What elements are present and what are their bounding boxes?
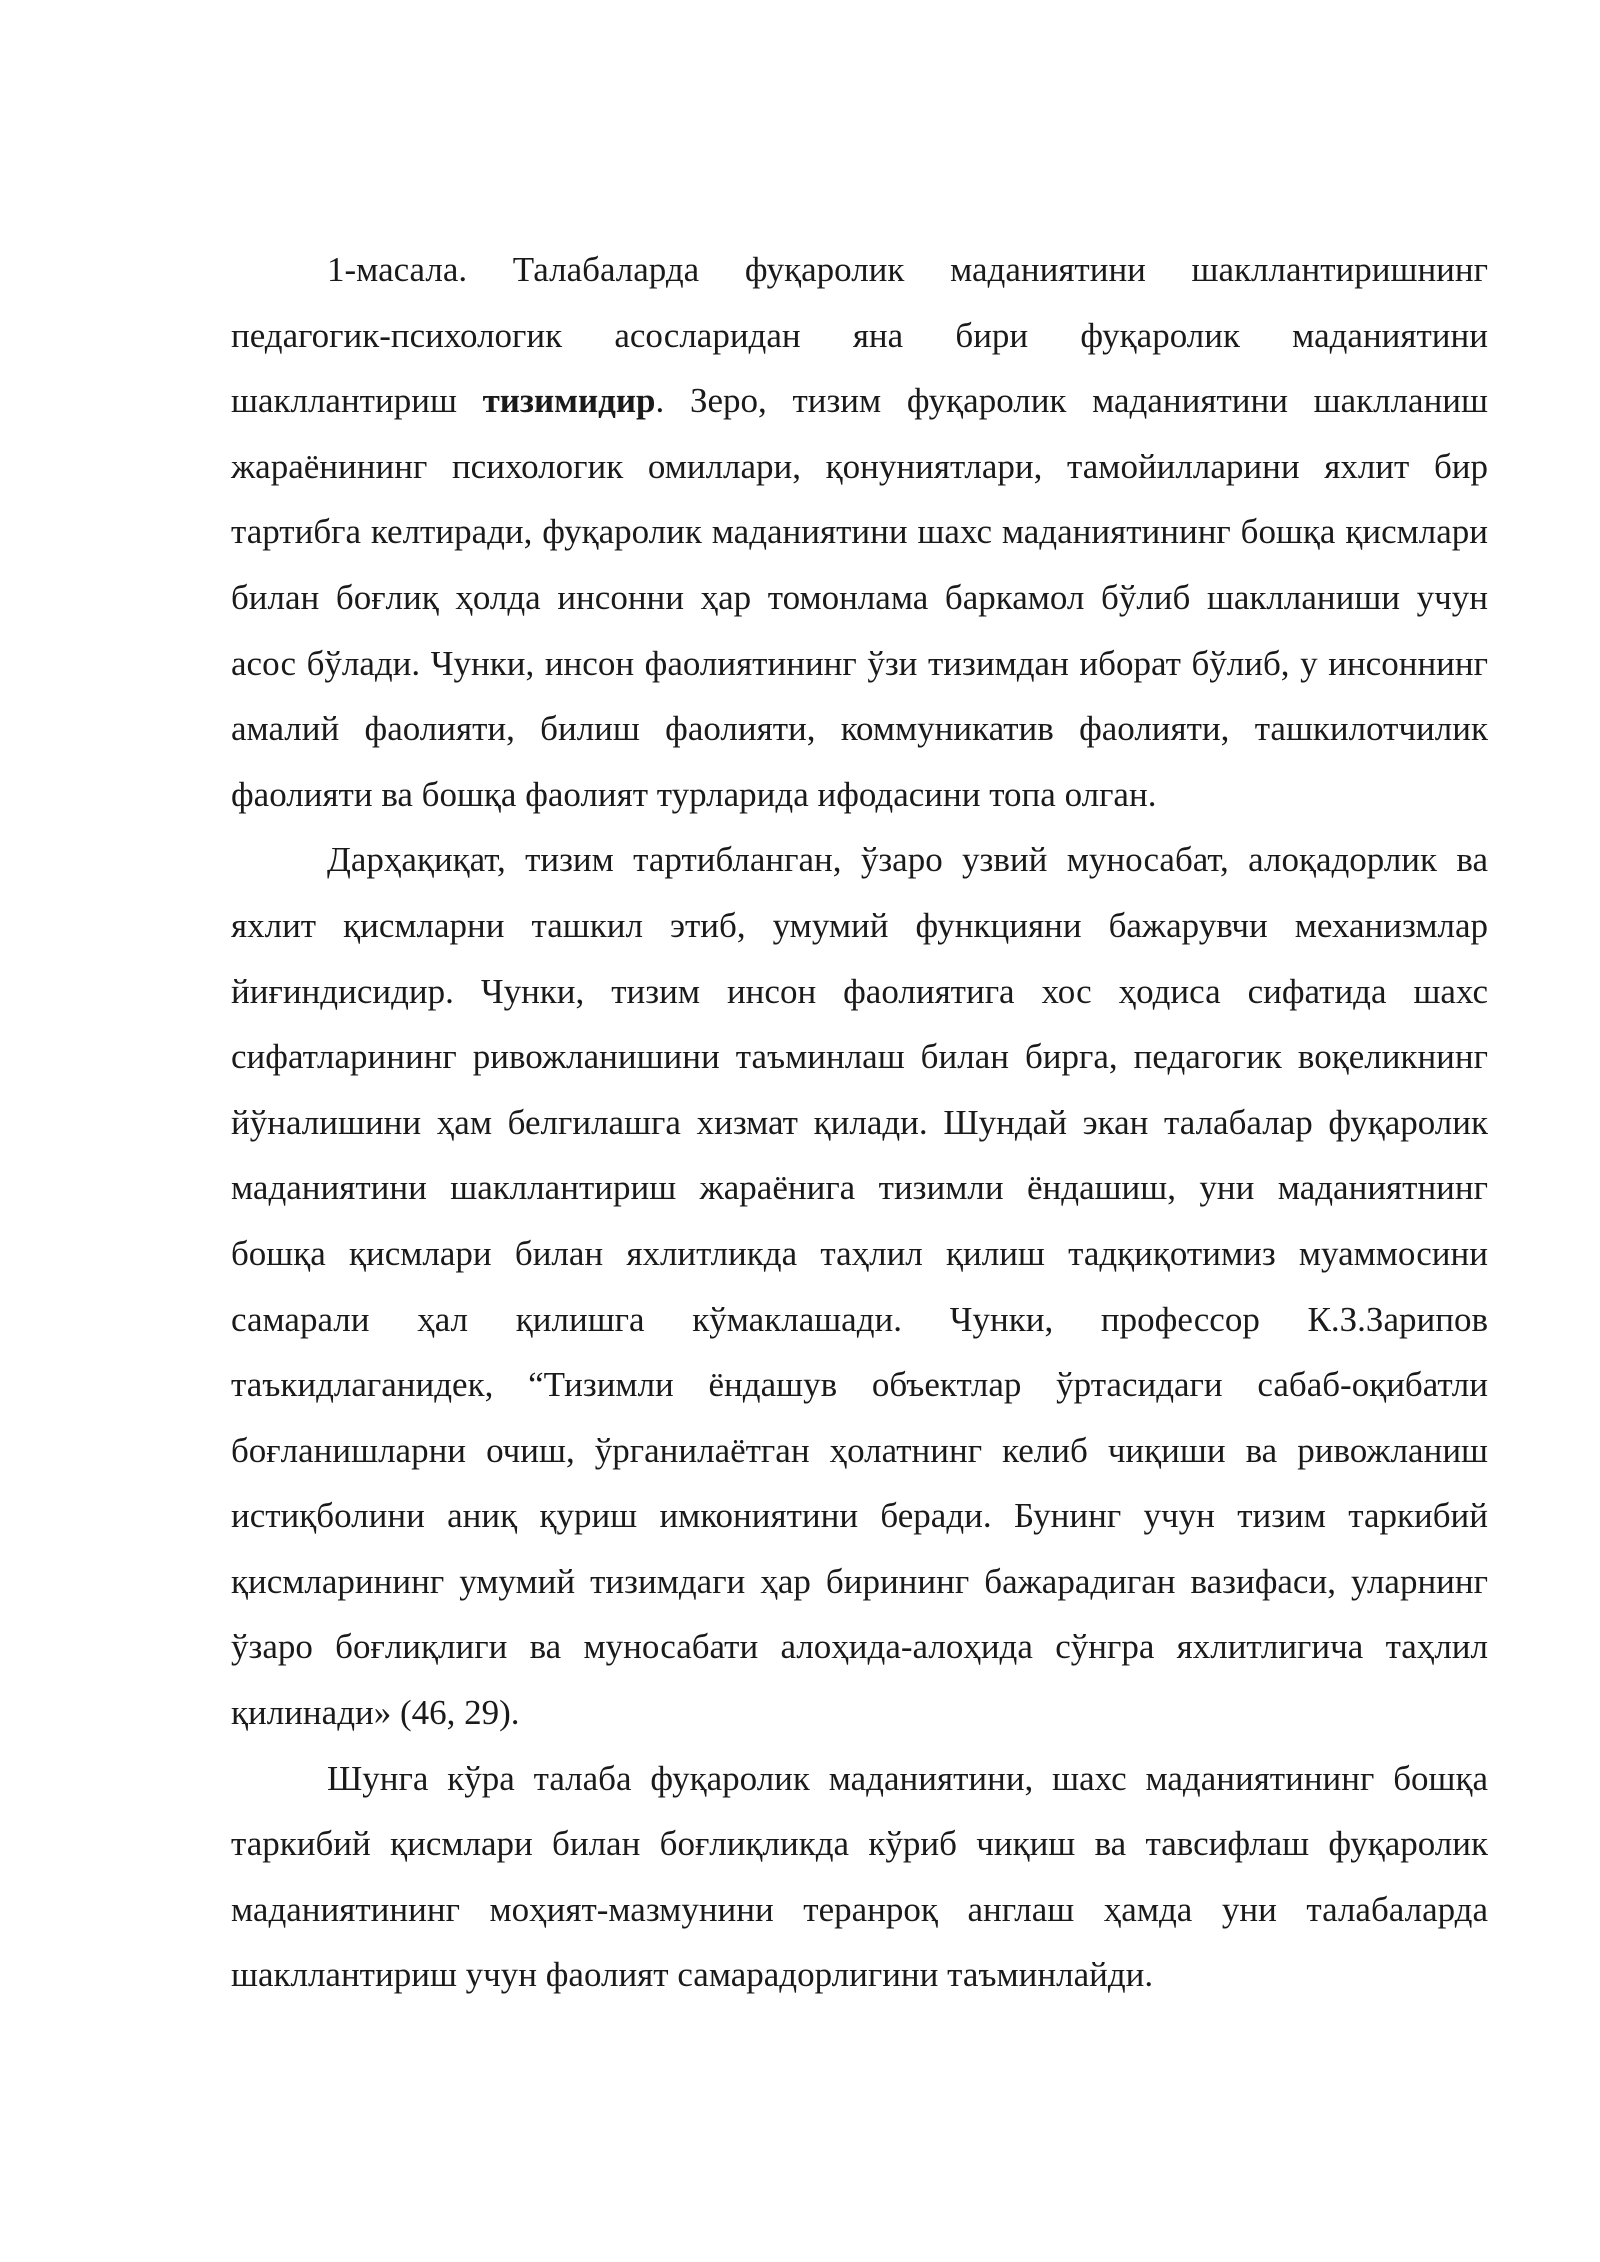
paragraph-1-text-end: . Зеро, тизим фуқаролик маданиятини шаклланиш жараёнининг психологик омиллари, қонуниятлари, тамойилларини яхлит бир тартибга келтиради, фуқаролик маданиятини шахс маданиятининг бошқа қисмлари билан боғлиқ ҳолда инсонни ҳар томонлама баркамол бўлиб шаклланиши учун асос бўлади. Чунки, инсон фаолиятининг ўзи тизимдан иборат бўлиб, у инсоннинг амалий фаолияти, билиш фаолияти, коммуникатив фаолияти, ташкилотчилик фаолияти ва бошқа фаолият турларида ифодасини топа олган. — [231, 381, 1488, 814]
bold-term: тизимидир — [482, 381, 656, 421]
paragraph-2: Дарҳақиқат, тизим тартибланган, ўзаро узвий муносабат, алоқадорлик ва яхлит қисмларни ташкил этиб, умумий функцияни бажарувчи механизмлар йиғиндисидир. Чунки, тизим инсон фаолиятига хос ҳодиса сифатида шахс сифатларининг ривожланишини таъминлаш билан бирга, педагогик воқеликнинг йўналишини ҳам белгилашга хизмат қилади. Шундай экан талабалар фуқаролик маданиятини шакллантириш жараёнига тизимли ёндашиш, уни маданиятнинг бошқа қисмлари билан яхлитликда таҳлил қилиш тадқиқотимиз муаммосини самарали ҳал қилишга кўмаклашади. Чунки, профессор К.З.Зарипов таъкидлаганидек, “Тизимли ёндашув объектлар ўртасидаги сабаб-оқибатли боғланишларни очиш, ўрганилаётган ҳолатнинг келиб чиқиши ва ривожланиш истиқболини аниқ қуриш имкониятини беради. Бунинг учун тизим таркибий қисмларининг умумий тизимдаги ҳар бирининг бажарадиган вазифаси, уларнинг ўзаро боғлиқлиги ва муносабати алоҳида-алоҳида сўнгра яхлитлигича таҳлил қилинади» (46, 29). — [231, 840, 1488, 1733]
paragraph-1-text-start: 1-масала. Талабаларда фуқаролик маданиятини шакллантиришнинг педагогик-психологик асосларидан яна бири фуқаролик маданиятини шакллантириш — [231, 250, 1488, 421]
body-text — [231, 237, 1488, 2008]
paragraph-3: Шунга кўра талаба фуқаролик маданиятини, шахс маданиятининг бошқа таркибий қисмлари билан боғлиқликда кўриб чиқиш ва тавсифлаш фуқаролик маданиятининг моҳият-мазмунини теранроқ англаш ҳамда уни талабаларда шакллантириш учун фаолият самарадорлигини таъминлайди. — [231, 1758, 1488, 1995]
paragraph-1 — [231, 237, 1488, 827]
